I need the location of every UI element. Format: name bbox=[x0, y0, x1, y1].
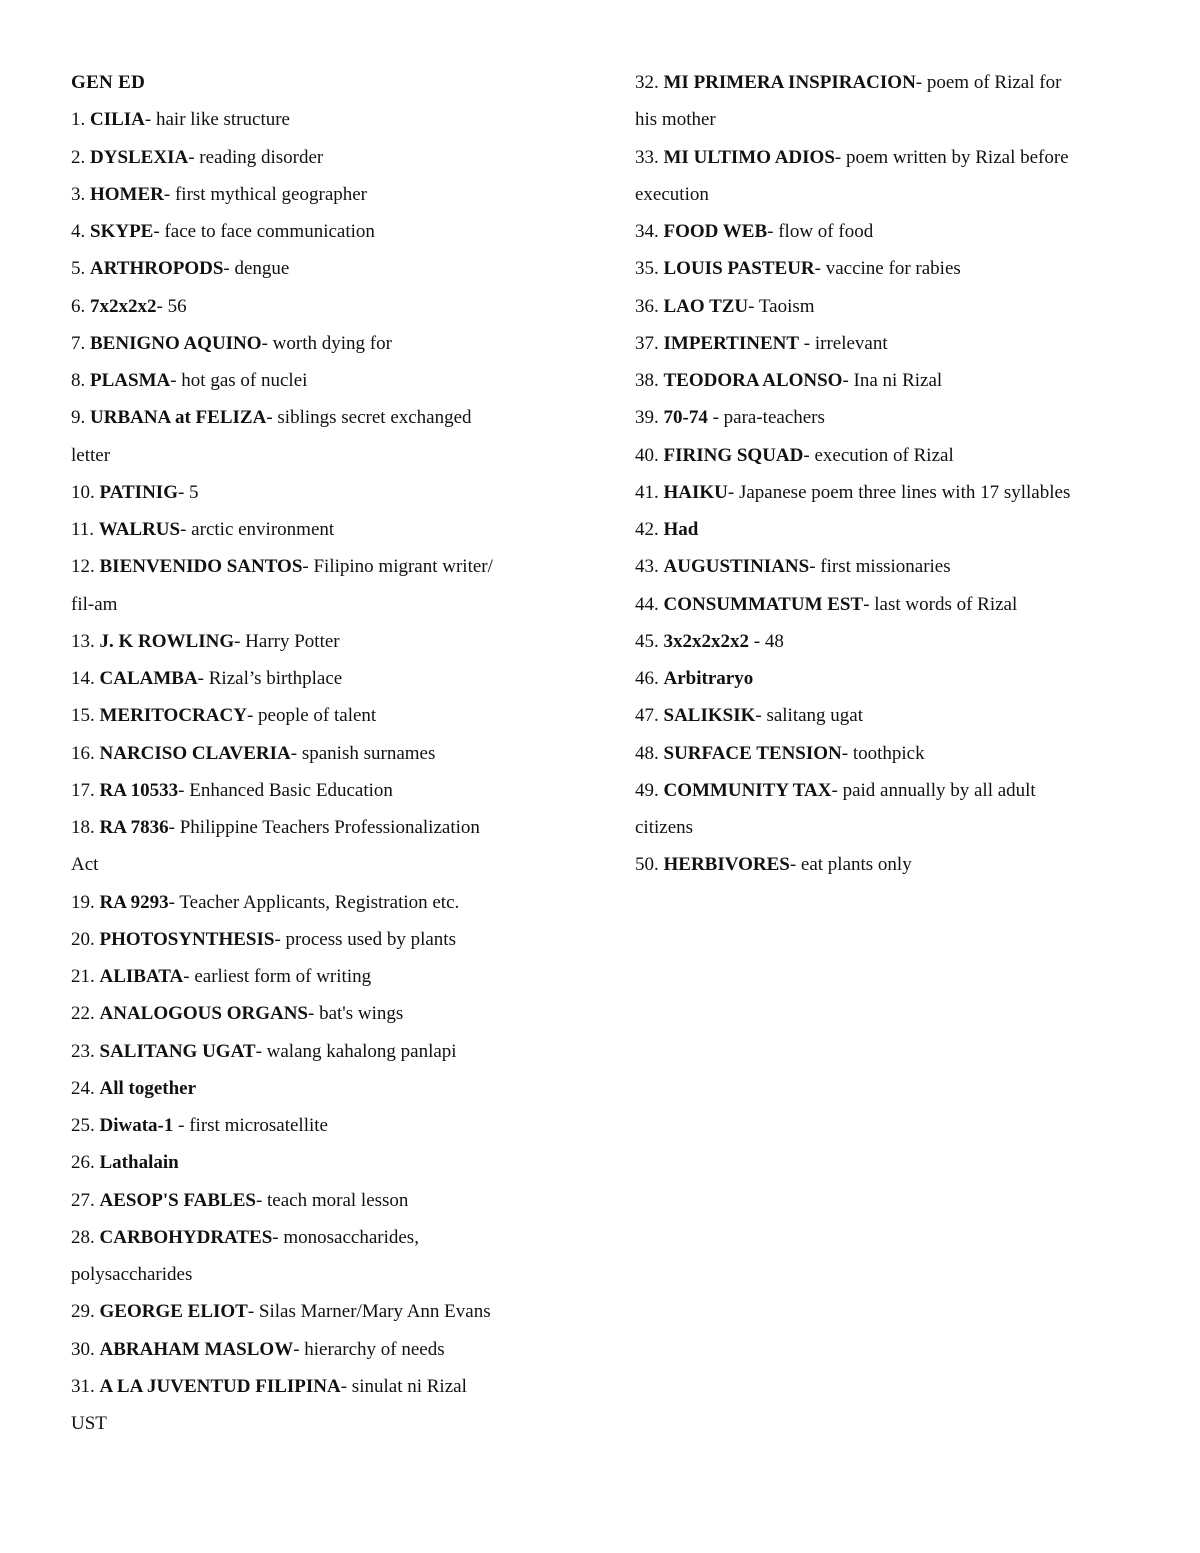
list-item bbox=[635, 325, 1145, 362]
list-item bbox=[71, 735, 561, 772]
item-number: 14. bbox=[71, 668, 100, 689]
item-number: 12. bbox=[71, 556, 100, 578]
item-term: ALIBATA bbox=[99, 966, 184, 987]
item-term: FOOD WEB bbox=[663, 221, 768, 242]
item-number: 28. bbox=[71, 1226, 100, 1248]
item-definition: his mother bbox=[635, 109, 716, 131]
item-definition: - Ina ni Rizal bbox=[842, 370, 943, 391]
list-item bbox=[71, 995, 561, 1032]
list-item bbox=[71, 250, 561, 287]
item-definition: - last words of Rizal bbox=[863, 593, 1018, 615]
list-item bbox=[635, 586, 1145, 623]
item-term: CALAMBA bbox=[99, 668, 198, 689]
item-term: AESOP'S FABLES bbox=[99, 1189, 256, 1211]
item-definition: - Taoism bbox=[748, 295, 815, 317]
item-definition: fil-am bbox=[71, 593, 118, 615]
list-item bbox=[71, 1331, 561, 1368]
list-item bbox=[71, 772, 561, 809]
list-item bbox=[71, 325, 561, 362]
item-number: 32. bbox=[635, 72, 664, 93]
list-item bbox=[71, 1219, 561, 1256]
list-item bbox=[71, 176, 561, 213]
item-number: 42. bbox=[635, 519, 664, 540]
item-definition: - vaccine for rabies bbox=[814, 258, 961, 280]
list-item bbox=[635, 64, 1145, 101]
list-item bbox=[635, 809, 1145, 846]
list-item bbox=[71, 399, 561, 436]
item-term: PATINIG bbox=[99, 481, 178, 503]
item-number: 41. bbox=[635, 481, 664, 503]
item-number: 15. bbox=[71, 705, 100, 727]
item-number: 8. bbox=[71, 370, 90, 391]
item-definition: polysaccharides bbox=[71, 1264, 193, 1285]
item-number: 26. bbox=[71, 1152, 100, 1174]
list-item bbox=[71, 474, 561, 511]
item-definition: - eat plants only bbox=[789, 854, 912, 876]
item-term: HOMER bbox=[90, 183, 164, 205]
item-definition: Act bbox=[71, 854, 99, 876]
item-term: CONSUMMATUM EST bbox=[663, 593, 864, 615]
item-term: HAIKU bbox=[663, 481, 728, 503]
item-number: 18. bbox=[71, 817, 100, 838]
list-item bbox=[71, 846, 561, 883]
item-term: URBANA at FELIZA bbox=[90, 407, 267, 429]
document-title: GEN ED bbox=[71, 72, 146, 93]
list-item bbox=[71, 586, 561, 623]
item-term: MERITOCRACY bbox=[99, 705, 247, 727]
list-item bbox=[71, 511, 561, 548]
item-number: 48. bbox=[635, 742, 664, 764]
item-number: 13. bbox=[71, 630, 100, 652]
item-number: 33. bbox=[635, 146, 664, 168]
item-definition: execution bbox=[635, 183, 709, 205]
left-item-list bbox=[71, 101, 561, 1442]
list-item bbox=[71, 1182, 561, 1219]
item-definition: - Rizal’s birthplace bbox=[197, 668, 343, 689]
list-item bbox=[71, 697, 561, 734]
item-term: HERBIVORES bbox=[663, 854, 790, 876]
item-definition: - salitang ugat bbox=[755, 705, 864, 727]
item-definition: - spanish surnames bbox=[290, 742, 436, 764]
right-item-list bbox=[635, 64, 1145, 884]
item-term: ABRAHAM MASLOW bbox=[99, 1338, 294, 1360]
item-term: SALIKSIK bbox=[663, 705, 756, 727]
item-term: MI PRIMERA INSPIRACION bbox=[663, 72, 916, 93]
item-number: 49. bbox=[635, 779, 664, 801]
list-item bbox=[635, 660, 1145, 697]
item-term: PLASMA bbox=[90, 370, 171, 391]
item-number: 20. bbox=[71, 928, 100, 950]
item-term: BIENVENIDO SANTOS bbox=[99, 556, 303, 578]
item-term: Lathalain bbox=[99, 1152, 179, 1174]
list-item bbox=[71, 660, 561, 697]
item-number: 17. bbox=[71, 779, 100, 801]
item-number: 11. bbox=[71, 519, 99, 540]
item-number: 1. bbox=[71, 109, 90, 131]
item-definition: - hair like structure bbox=[144, 109, 290, 131]
list-item bbox=[635, 772, 1145, 809]
item-number: 45. bbox=[635, 630, 664, 652]
item-number: 30. bbox=[71, 1338, 100, 1360]
item-number: 9. bbox=[71, 407, 90, 429]
item-definition: - Filipino migrant writer/ bbox=[302, 556, 493, 578]
list-item bbox=[635, 213, 1145, 250]
list-item bbox=[635, 399, 1145, 436]
item-number: 5. bbox=[71, 258, 90, 280]
item-definition: - paid annually by all adult bbox=[831, 779, 1036, 801]
list-item bbox=[71, 288, 561, 325]
item-term: RA 7836 bbox=[99, 817, 169, 838]
item-definition: - execution of Rizal bbox=[803, 444, 954, 466]
item-number: 43. bbox=[635, 556, 664, 578]
item-term: TEODORA ALONSO bbox=[663, 370, 843, 391]
item-definition: UST bbox=[71, 1413, 107, 1434]
item-term: GEORGE ELIOT bbox=[99, 1301, 248, 1323]
item-number: 34. bbox=[635, 221, 664, 242]
item-number: 23. bbox=[71, 1040, 100, 1062]
item-definition: - poem written by Rizal before bbox=[834, 146, 1069, 168]
item-definition: - arctic environment bbox=[180, 519, 335, 540]
list-item bbox=[71, 362, 561, 399]
item-definition: - 5 bbox=[177, 481, 199, 503]
list-item bbox=[635, 548, 1145, 585]
item-term: NARCISO CLAVERIA bbox=[99, 742, 291, 764]
list-item bbox=[71, 958, 561, 995]
item-definition: - Enhanced Basic Education bbox=[178, 779, 393, 801]
item-definition: - reading disorder bbox=[188, 146, 324, 168]
item-number: 10. bbox=[71, 481, 100, 503]
item-number: 37. bbox=[635, 332, 664, 354]
item-definition: - Japanese poem three lines with 17 syllables bbox=[727, 481, 1071, 503]
item-definition: - Teacher Applicants, Registration etc. bbox=[168, 891, 460, 913]
item-definition: - 56 bbox=[156, 295, 187, 317]
item-term: WALRUS bbox=[98, 519, 181, 540]
item-term: COMMUNITY TAX bbox=[663, 779, 832, 801]
list-item bbox=[635, 139, 1145, 176]
item-definition: - walang kahalong panlapi bbox=[255, 1040, 457, 1062]
item-term: A LA JUVENTUD FILIPINA bbox=[99, 1375, 341, 1397]
list-item bbox=[71, 213, 561, 250]
item-term: Diwata-1 bbox=[99, 1115, 174, 1136]
list-item bbox=[71, 809, 561, 846]
item-number: 35. bbox=[635, 258, 664, 280]
item-definition: - siblings secret exchanged bbox=[266, 407, 472, 429]
list-item bbox=[635, 474, 1145, 511]
item-definition: - poem of Rizal for bbox=[915, 72, 1062, 93]
list-item bbox=[71, 437, 561, 474]
list-item bbox=[635, 511, 1145, 548]
left-column bbox=[71, 64, 561, 1442]
list-item bbox=[71, 623, 561, 660]
item-number: 24. bbox=[71, 1077, 100, 1099]
item-definition: - Silas Marner/Mary Ann Evans bbox=[247, 1301, 491, 1323]
item-definition: - sinulat ni Rizal bbox=[340, 1375, 467, 1397]
item-definition: - face to face communication bbox=[153, 221, 375, 242]
item-definition: - worth dying for bbox=[261, 332, 392, 354]
item-definition: - dengue bbox=[223, 258, 290, 280]
item-number: 27. bbox=[71, 1189, 100, 1211]
item-term: J. K ROWLING bbox=[99, 630, 235, 652]
item-number: 44. bbox=[635, 593, 664, 615]
list-item bbox=[635, 250, 1145, 287]
list-item bbox=[71, 1405, 561, 1442]
item-number: 3. bbox=[71, 183, 90, 205]
list-item bbox=[71, 1256, 561, 1293]
list-item bbox=[71, 1144, 561, 1181]
item-definition: - toothpick bbox=[841, 742, 925, 764]
list-item bbox=[635, 437, 1145, 474]
item-definition: - teach moral lesson bbox=[255, 1189, 409, 1211]
item-term: All together bbox=[99, 1077, 197, 1099]
list-item bbox=[635, 362, 1145, 399]
item-number: 31. bbox=[71, 1375, 100, 1397]
item-number: 29. bbox=[71, 1301, 100, 1323]
item-definition: - para-teachers bbox=[707, 407, 825, 429]
item-term: IMPERTINENT bbox=[663, 332, 800, 354]
list-item bbox=[635, 176, 1145, 213]
item-term: 3x2x2x2x2 bbox=[663, 630, 749, 652]
item-definition: - hot gas of nuclei bbox=[170, 370, 308, 391]
list-item bbox=[71, 1033, 561, 1070]
item-number: 21. bbox=[71, 966, 100, 987]
item-term: ANALOGOUS ORGANS bbox=[99, 1003, 308, 1025]
list-item bbox=[71, 1107, 561, 1144]
item-term: MI ULTIMO ADIOS bbox=[663, 146, 835, 168]
item-definition: citizens bbox=[635, 817, 694, 838]
item-definition: - first missionaries bbox=[809, 556, 951, 578]
item-definition: - irrelevant bbox=[799, 332, 888, 354]
item-term: 7x2x2x2 bbox=[90, 295, 157, 317]
item-number: 38. bbox=[635, 370, 664, 391]
item-term: FIRING SQUAD bbox=[663, 444, 804, 466]
item-term: RA 9293 bbox=[99, 891, 169, 913]
list-item bbox=[635, 101, 1145, 138]
item-number: 6. bbox=[71, 295, 90, 317]
item-term: CARBOHYDRATES bbox=[99, 1226, 273, 1248]
list-item bbox=[635, 846, 1145, 883]
item-number: 2. bbox=[71, 146, 90, 168]
item-definition: - first mythical geographer bbox=[163, 183, 368, 205]
item-term: LAO TZU bbox=[663, 295, 749, 317]
item-term: BENIGNO AQUINO bbox=[90, 332, 262, 354]
item-number: 19. bbox=[71, 891, 100, 913]
list-item bbox=[635, 623, 1145, 660]
list-item bbox=[635, 735, 1145, 772]
list-item bbox=[71, 101, 561, 138]
item-definition: - flow of food bbox=[767, 221, 874, 242]
item-number: 50. bbox=[635, 854, 664, 876]
item-number: 16. bbox=[71, 742, 100, 764]
item-term: DYSLEXIA bbox=[90, 146, 189, 168]
item-term: SKYPE bbox=[90, 221, 154, 242]
item-number: 25. bbox=[71, 1115, 100, 1136]
list-item bbox=[71, 548, 561, 585]
item-term: CILIA bbox=[90, 109, 145, 131]
item-definition: - earliest form of writing bbox=[183, 966, 372, 987]
item-definition: - bat's wings bbox=[308, 1003, 404, 1025]
item-number: 39. bbox=[635, 407, 664, 429]
list-item bbox=[71, 884, 561, 921]
list-item bbox=[71, 1293, 561, 1330]
item-term: AUGUSTINIANS bbox=[663, 556, 810, 578]
item-number: 40. bbox=[635, 444, 664, 466]
item-definition: - Philippine Teachers Professionalization bbox=[168, 817, 480, 838]
item-term: ARTHROPODS bbox=[90, 258, 224, 280]
item-number: 46. bbox=[635, 668, 664, 689]
list-item bbox=[635, 288, 1145, 325]
item-definition: - people of talent bbox=[246, 705, 377, 727]
right-column bbox=[635, 64, 1145, 884]
item-term: Arbitraryo bbox=[663, 668, 754, 689]
list-item bbox=[635, 697, 1145, 734]
item-definition: - hierarchy of needs bbox=[293, 1338, 445, 1360]
item-term: SALITANG UGAT bbox=[99, 1040, 256, 1062]
item-definition: letter bbox=[71, 444, 111, 466]
item-definition: - monosaccharides, bbox=[272, 1226, 419, 1248]
item-definition: - first microsatellite bbox=[173, 1115, 328, 1136]
item-definition: - Harry Potter bbox=[234, 630, 340, 652]
item-number: 4. bbox=[71, 221, 90, 242]
item-definition: - 48 bbox=[749, 630, 784, 652]
item-term: RA 10533 bbox=[99, 779, 179, 801]
item-definition: - process used by plants bbox=[274, 928, 456, 950]
item-number: 47. bbox=[635, 705, 664, 727]
item-number: 7. bbox=[71, 332, 90, 354]
item-term: PHOTOSYNTHESIS bbox=[99, 928, 275, 950]
item-number: 36. bbox=[635, 295, 664, 317]
item-term: SURFACE TENSION bbox=[663, 742, 842, 764]
item-term: LOUIS PASTEUR bbox=[663, 258, 815, 280]
item-term: 70-74 bbox=[663, 407, 708, 429]
list-item bbox=[71, 139, 561, 176]
list-item bbox=[71, 921, 561, 958]
item-number: 22. bbox=[71, 1003, 100, 1025]
list-item bbox=[71, 1070, 561, 1107]
list-item bbox=[71, 1368, 561, 1405]
item-term: Had bbox=[663, 519, 699, 540]
